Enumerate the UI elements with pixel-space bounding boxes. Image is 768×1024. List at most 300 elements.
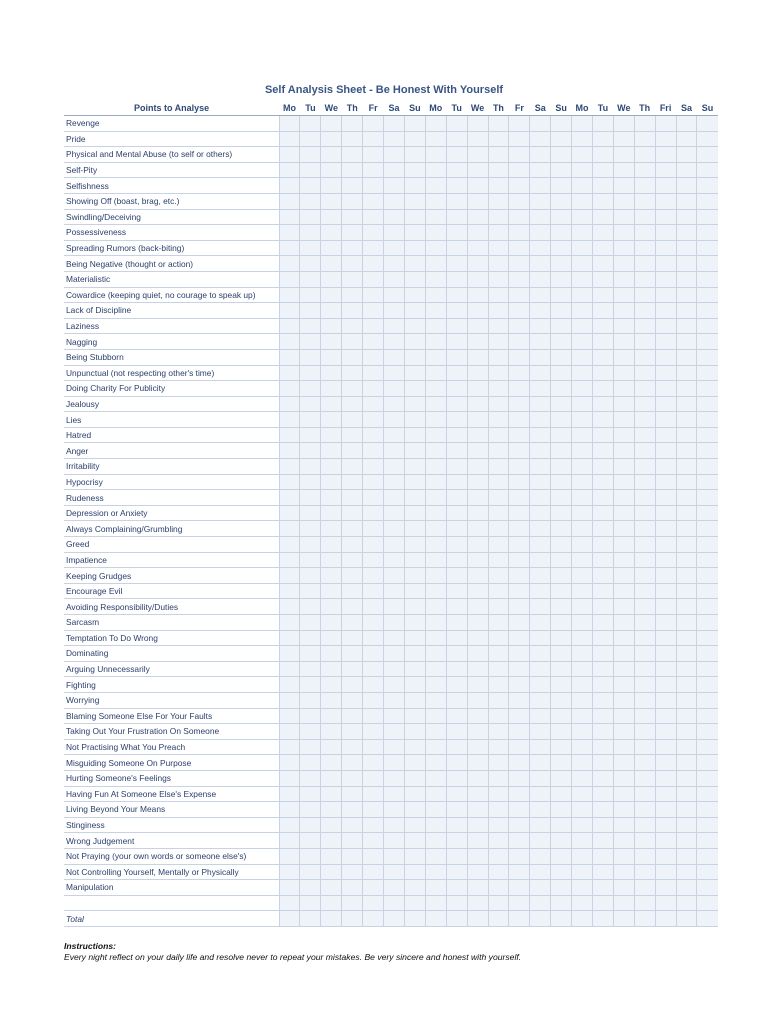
check-cell[interactable] (572, 303, 593, 319)
check-cell[interactable] (425, 895, 446, 911)
check-cell[interactable] (676, 381, 697, 397)
check-cell[interactable] (592, 147, 613, 163)
check-cell[interactable] (551, 334, 572, 350)
check-cell[interactable] (446, 365, 467, 381)
check-cell[interactable] (509, 303, 530, 319)
check-cell[interactable] (363, 381, 384, 397)
check-cell[interactable] (655, 755, 676, 771)
check-cell[interactable] (530, 786, 551, 802)
check-cell[interactable] (592, 692, 613, 708)
check-cell[interactable] (592, 505, 613, 521)
check-cell[interactable] (342, 490, 363, 506)
check-cell[interactable] (634, 271, 655, 287)
check-cell[interactable] (613, 583, 634, 599)
check-cell[interactable] (342, 116, 363, 132)
check-cell[interactable] (404, 303, 425, 319)
check-cell[interactable] (655, 490, 676, 506)
check-cell[interactable] (676, 318, 697, 334)
check-cell[interactable] (467, 568, 488, 584)
check-cell[interactable] (446, 209, 467, 225)
check-cell[interactable] (321, 505, 342, 521)
check-cell[interactable] (697, 349, 718, 365)
check-cell[interactable] (530, 537, 551, 553)
check-cell[interactable] (342, 287, 363, 303)
check-cell[interactable] (425, 692, 446, 708)
check-cell[interactable] (634, 802, 655, 818)
check-cell[interactable] (425, 303, 446, 319)
check-cell[interactable] (321, 833, 342, 849)
check-cell[interactable] (551, 427, 572, 443)
check-cell[interactable] (321, 677, 342, 693)
check-cell[interactable] (530, 240, 551, 256)
check-cell[interactable] (384, 568, 405, 584)
check-cell[interactable] (446, 287, 467, 303)
check-cell[interactable] (425, 724, 446, 740)
check-cell[interactable] (676, 864, 697, 880)
check-cell[interactable] (697, 381, 718, 397)
check-cell[interactable] (655, 786, 676, 802)
check-cell[interactable] (613, 381, 634, 397)
check-cell[interactable] (363, 396, 384, 412)
check-cell[interactable] (551, 474, 572, 490)
check-cell[interactable] (363, 724, 384, 740)
check-cell[interactable] (613, 116, 634, 132)
check-cell[interactable] (488, 318, 509, 334)
check-cell[interactable] (300, 131, 321, 147)
check-cell[interactable] (509, 880, 530, 896)
check-cell[interactable] (404, 365, 425, 381)
check-cell[interactable] (467, 615, 488, 631)
check-cell[interactable] (530, 193, 551, 209)
check-cell[interactable] (279, 786, 300, 802)
check-cell[interactable] (404, 802, 425, 818)
check-cell[interactable] (342, 911, 363, 927)
check-cell[interactable] (613, 568, 634, 584)
check-cell[interactable] (697, 318, 718, 334)
check-cell[interactable] (634, 880, 655, 896)
check-cell[interactable] (404, 708, 425, 724)
check-cell[interactable] (572, 537, 593, 553)
check-cell[interactable] (279, 193, 300, 209)
check-cell[interactable] (572, 583, 593, 599)
check-cell[interactable] (425, 490, 446, 506)
check-cell[interactable] (634, 162, 655, 178)
check-cell[interactable] (551, 396, 572, 412)
check-cell[interactable] (676, 739, 697, 755)
check-cell[interactable] (488, 256, 509, 272)
check-cell[interactable] (384, 739, 405, 755)
check-cell[interactable] (363, 770, 384, 786)
check-cell[interactable] (509, 443, 530, 459)
check-cell[interactable] (572, 365, 593, 381)
check-cell[interactable] (488, 848, 509, 864)
check-cell[interactable] (551, 225, 572, 241)
check-cell[interactable] (592, 724, 613, 740)
check-cell[interactable] (279, 240, 300, 256)
check-cell[interactable] (321, 646, 342, 662)
check-cell[interactable] (592, 802, 613, 818)
check-cell[interactable] (384, 786, 405, 802)
check-cell[interactable] (279, 802, 300, 818)
check-cell[interactable] (404, 116, 425, 132)
check-cell[interactable] (697, 147, 718, 163)
check-cell[interactable] (300, 817, 321, 833)
check-cell[interactable] (446, 412, 467, 428)
check-cell[interactable] (467, 490, 488, 506)
check-cell[interactable] (676, 880, 697, 896)
check-cell[interactable] (613, 677, 634, 693)
check-cell[interactable] (551, 178, 572, 194)
check-cell[interactable] (613, 755, 634, 771)
check-cell[interactable] (592, 396, 613, 412)
check-cell[interactable] (425, 568, 446, 584)
check-cell[interactable] (425, 880, 446, 896)
check-cell[interactable] (467, 443, 488, 459)
check-cell[interactable] (363, 256, 384, 272)
check-cell[interactable] (425, 193, 446, 209)
check-cell[interactable] (384, 349, 405, 365)
check-cell[interactable] (467, 505, 488, 521)
check-cell[interactable] (697, 755, 718, 771)
check-cell[interactable] (384, 677, 405, 693)
check-cell[interactable] (342, 724, 363, 740)
check-cell[interactable] (634, 615, 655, 631)
check-cell[interactable] (530, 474, 551, 490)
check-cell[interactable] (634, 864, 655, 880)
check-cell[interactable] (655, 381, 676, 397)
check-cell[interactable] (425, 864, 446, 880)
check-cell[interactable] (384, 412, 405, 428)
check-cell[interactable] (551, 505, 572, 521)
check-cell[interactable] (404, 895, 425, 911)
check-cell[interactable] (592, 895, 613, 911)
check-cell[interactable] (655, 864, 676, 880)
check-cell[interactable] (655, 661, 676, 677)
check-cell[interactable] (530, 459, 551, 475)
check-cell[interactable] (634, 381, 655, 397)
check-cell[interactable] (300, 786, 321, 802)
check-cell[interactable] (592, 755, 613, 771)
check-cell[interactable] (551, 786, 572, 802)
check-cell[interactable] (592, 661, 613, 677)
check-cell[interactable] (467, 895, 488, 911)
check-cell[interactable] (363, 287, 384, 303)
check-cell[interactable] (467, 583, 488, 599)
check-cell[interactable] (425, 599, 446, 615)
check-cell[interactable] (300, 443, 321, 459)
check-cell[interactable] (384, 303, 405, 319)
check-cell[interactable] (613, 225, 634, 241)
check-cell[interactable] (613, 318, 634, 334)
check-cell[interactable] (425, 365, 446, 381)
check-cell[interactable] (488, 864, 509, 880)
check-cell[interactable] (676, 225, 697, 241)
check-cell[interactable] (509, 256, 530, 272)
check-cell[interactable] (572, 770, 593, 786)
check-cell[interactable] (655, 568, 676, 584)
check-cell[interactable] (342, 692, 363, 708)
check-cell[interactable] (279, 568, 300, 584)
check-cell[interactable] (530, 833, 551, 849)
check-cell[interactable] (592, 381, 613, 397)
check-cell[interactable] (697, 848, 718, 864)
check-cell[interactable] (530, 349, 551, 365)
check-cell[interactable] (342, 459, 363, 475)
check-cell[interactable] (342, 864, 363, 880)
check-cell[interactable] (488, 193, 509, 209)
check-cell[interactable] (551, 256, 572, 272)
check-cell[interactable] (551, 708, 572, 724)
check-cell[interactable] (676, 396, 697, 412)
check-cell[interactable] (551, 303, 572, 319)
check-cell[interactable] (300, 193, 321, 209)
check-cell[interactable] (551, 864, 572, 880)
check-cell[interactable] (697, 833, 718, 849)
check-cell[interactable] (592, 443, 613, 459)
check-cell[interactable] (530, 412, 551, 428)
check-cell[interactable] (300, 459, 321, 475)
check-cell[interactable] (363, 116, 384, 132)
check-cell[interactable] (384, 615, 405, 631)
check-cell[interactable] (342, 895, 363, 911)
check-cell[interactable] (467, 240, 488, 256)
check-cell[interactable] (363, 303, 384, 319)
check-cell[interactable] (530, 209, 551, 225)
check-cell[interactable] (592, 349, 613, 365)
check-cell[interactable] (509, 334, 530, 350)
check-cell[interactable] (509, 739, 530, 755)
check-cell[interactable] (530, 287, 551, 303)
check-cell[interactable] (363, 474, 384, 490)
check-cell[interactable] (321, 583, 342, 599)
check-cell[interactable] (697, 911, 718, 927)
check-cell[interactable] (446, 895, 467, 911)
check-cell[interactable] (425, 786, 446, 802)
check-cell[interactable] (446, 193, 467, 209)
check-cell[interactable] (572, 147, 593, 163)
check-cell[interactable] (300, 661, 321, 677)
check-cell[interactable] (530, 303, 551, 319)
check-cell[interactable] (404, 349, 425, 365)
check-cell[interactable] (300, 209, 321, 225)
check-cell[interactable] (509, 677, 530, 693)
check-cell[interactable] (279, 256, 300, 272)
check-cell[interactable] (279, 131, 300, 147)
check-cell[interactable] (425, 583, 446, 599)
check-cell[interactable] (384, 427, 405, 443)
check-cell[interactable] (676, 724, 697, 740)
check-cell[interactable] (551, 895, 572, 911)
check-cell[interactable] (697, 505, 718, 521)
check-cell[interactable] (300, 412, 321, 428)
check-cell[interactable] (551, 162, 572, 178)
check-cell[interactable] (446, 490, 467, 506)
check-cell[interactable] (697, 131, 718, 147)
check-cell[interactable] (530, 646, 551, 662)
check-cell[interactable] (613, 443, 634, 459)
check-cell[interactable] (676, 349, 697, 365)
check-cell[interactable] (676, 786, 697, 802)
check-cell[interactable] (467, 381, 488, 397)
check-cell[interactable] (446, 568, 467, 584)
check-cell[interactable] (572, 630, 593, 646)
check-cell[interactable] (697, 240, 718, 256)
check-cell[interactable] (592, 209, 613, 225)
check-cell[interactable] (697, 178, 718, 194)
check-cell[interactable] (342, 880, 363, 896)
check-cell[interactable] (467, 427, 488, 443)
check-cell[interactable] (697, 708, 718, 724)
check-cell[interactable] (300, 755, 321, 771)
check-cell[interactable] (655, 162, 676, 178)
check-cell[interactable] (279, 505, 300, 521)
check-cell[interactable] (697, 256, 718, 272)
check-cell[interactable] (634, 505, 655, 521)
check-cell[interactable] (321, 895, 342, 911)
check-cell[interactable] (697, 459, 718, 475)
check-cell[interactable] (488, 692, 509, 708)
check-cell[interactable] (509, 630, 530, 646)
check-cell[interactable] (530, 225, 551, 241)
check-cell[interactable] (530, 318, 551, 334)
check-cell[interactable] (342, 256, 363, 272)
check-cell[interactable] (509, 505, 530, 521)
check-cell[interactable] (321, 615, 342, 631)
check-cell[interactable] (467, 521, 488, 537)
check-cell[interactable] (279, 396, 300, 412)
check-cell[interactable] (300, 318, 321, 334)
check-cell[interactable] (363, 209, 384, 225)
check-cell[interactable] (384, 848, 405, 864)
check-cell[interactable] (488, 162, 509, 178)
check-cell[interactable] (488, 708, 509, 724)
check-cell[interactable] (509, 459, 530, 475)
check-cell[interactable] (572, 552, 593, 568)
check-cell[interactable] (488, 287, 509, 303)
check-cell[interactable] (363, 552, 384, 568)
check-cell[interactable] (613, 552, 634, 568)
check-cell[interactable] (509, 770, 530, 786)
check-cell[interactable] (551, 459, 572, 475)
check-cell[interactable] (530, 147, 551, 163)
check-cell[interactable] (634, 116, 655, 132)
check-cell[interactable] (592, 116, 613, 132)
check-cell[interactable] (321, 256, 342, 272)
check-cell[interactable] (697, 568, 718, 584)
check-cell[interactable] (572, 193, 593, 209)
check-cell[interactable] (446, 630, 467, 646)
check-cell[interactable] (321, 209, 342, 225)
check-cell[interactable] (655, 474, 676, 490)
check-cell[interactable] (488, 209, 509, 225)
check-cell[interactable] (530, 334, 551, 350)
check-cell[interactable] (488, 412, 509, 428)
check-cell[interactable] (634, 240, 655, 256)
check-cell[interactable] (572, 162, 593, 178)
check-cell[interactable] (300, 833, 321, 849)
check-cell[interactable] (425, 381, 446, 397)
check-cell[interactable] (404, 646, 425, 662)
check-cell[interactable] (697, 552, 718, 568)
check-cell[interactable] (446, 427, 467, 443)
check-cell[interactable] (384, 630, 405, 646)
check-cell[interactable] (488, 770, 509, 786)
check-cell[interactable] (467, 864, 488, 880)
check-cell[interactable] (509, 396, 530, 412)
check-cell[interactable] (551, 147, 572, 163)
check-cell[interactable] (655, 911, 676, 927)
check-cell[interactable] (488, 583, 509, 599)
check-cell[interactable] (697, 770, 718, 786)
check-cell[interactable] (279, 178, 300, 194)
check-cell[interactable] (530, 131, 551, 147)
check-cell[interactable] (551, 677, 572, 693)
check-cell[interactable] (467, 770, 488, 786)
check-cell[interactable] (342, 318, 363, 334)
check-cell[interactable] (342, 599, 363, 615)
check-cell[interactable] (321, 116, 342, 132)
check-cell[interactable] (425, 287, 446, 303)
check-cell[interactable] (488, 303, 509, 319)
check-cell[interactable] (572, 427, 593, 443)
check-cell[interactable] (572, 708, 593, 724)
check-cell[interactable] (551, 615, 572, 631)
check-cell[interactable] (342, 661, 363, 677)
check-cell[interactable] (613, 786, 634, 802)
check-cell[interactable] (363, 459, 384, 475)
check-cell[interactable] (634, 630, 655, 646)
check-cell[interactable] (592, 630, 613, 646)
check-cell[interactable] (634, 848, 655, 864)
check-cell[interactable] (592, 365, 613, 381)
check-cell[interactable] (530, 802, 551, 818)
check-cell[interactable] (551, 271, 572, 287)
check-cell[interactable] (551, 692, 572, 708)
check-cell[interactable] (446, 833, 467, 849)
check-cell[interactable] (697, 427, 718, 443)
check-cell[interactable] (467, 271, 488, 287)
check-cell[interactable] (425, 131, 446, 147)
check-cell[interactable] (509, 225, 530, 241)
check-cell[interactable] (342, 848, 363, 864)
check-cell[interactable] (446, 615, 467, 631)
check-cell[interactable] (634, 583, 655, 599)
check-cell[interactable] (279, 739, 300, 755)
check-cell[interactable] (404, 739, 425, 755)
check-cell[interactable] (697, 646, 718, 662)
check-cell[interactable] (300, 630, 321, 646)
check-cell[interactable] (300, 677, 321, 693)
check-cell[interactable] (530, 599, 551, 615)
check-cell[interactable] (655, 770, 676, 786)
check-cell[interactable] (446, 474, 467, 490)
check-cell[interactable] (676, 505, 697, 521)
check-cell[interactable] (697, 209, 718, 225)
check-cell[interactable] (467, 739, 488, 755)
check-cell[interactable] (530, 583, 551, 599)
check-cell[interactable] (592, 490, 613, 506)
check-cell[interactable] (321, 802, 342, 818)
check-cell[interactable] (363, 178, 384, 194)
check-cell[interactable] (592, 537, 613, 553)
check-cell[interactable] (300, 396, 321, 412)
check-cell[interactable] (530, 256, 551, 272)
check-cell[interactable] (655, 880, 676, 896)
check-cell[interactable] (488, 240, 509, 256)
check-cell[interactable] (446, 178, 467, 194)
check-cell[interactable] (509, 895, 530, 911)
check-cell[interactable] (300, 381, 321, 397)
